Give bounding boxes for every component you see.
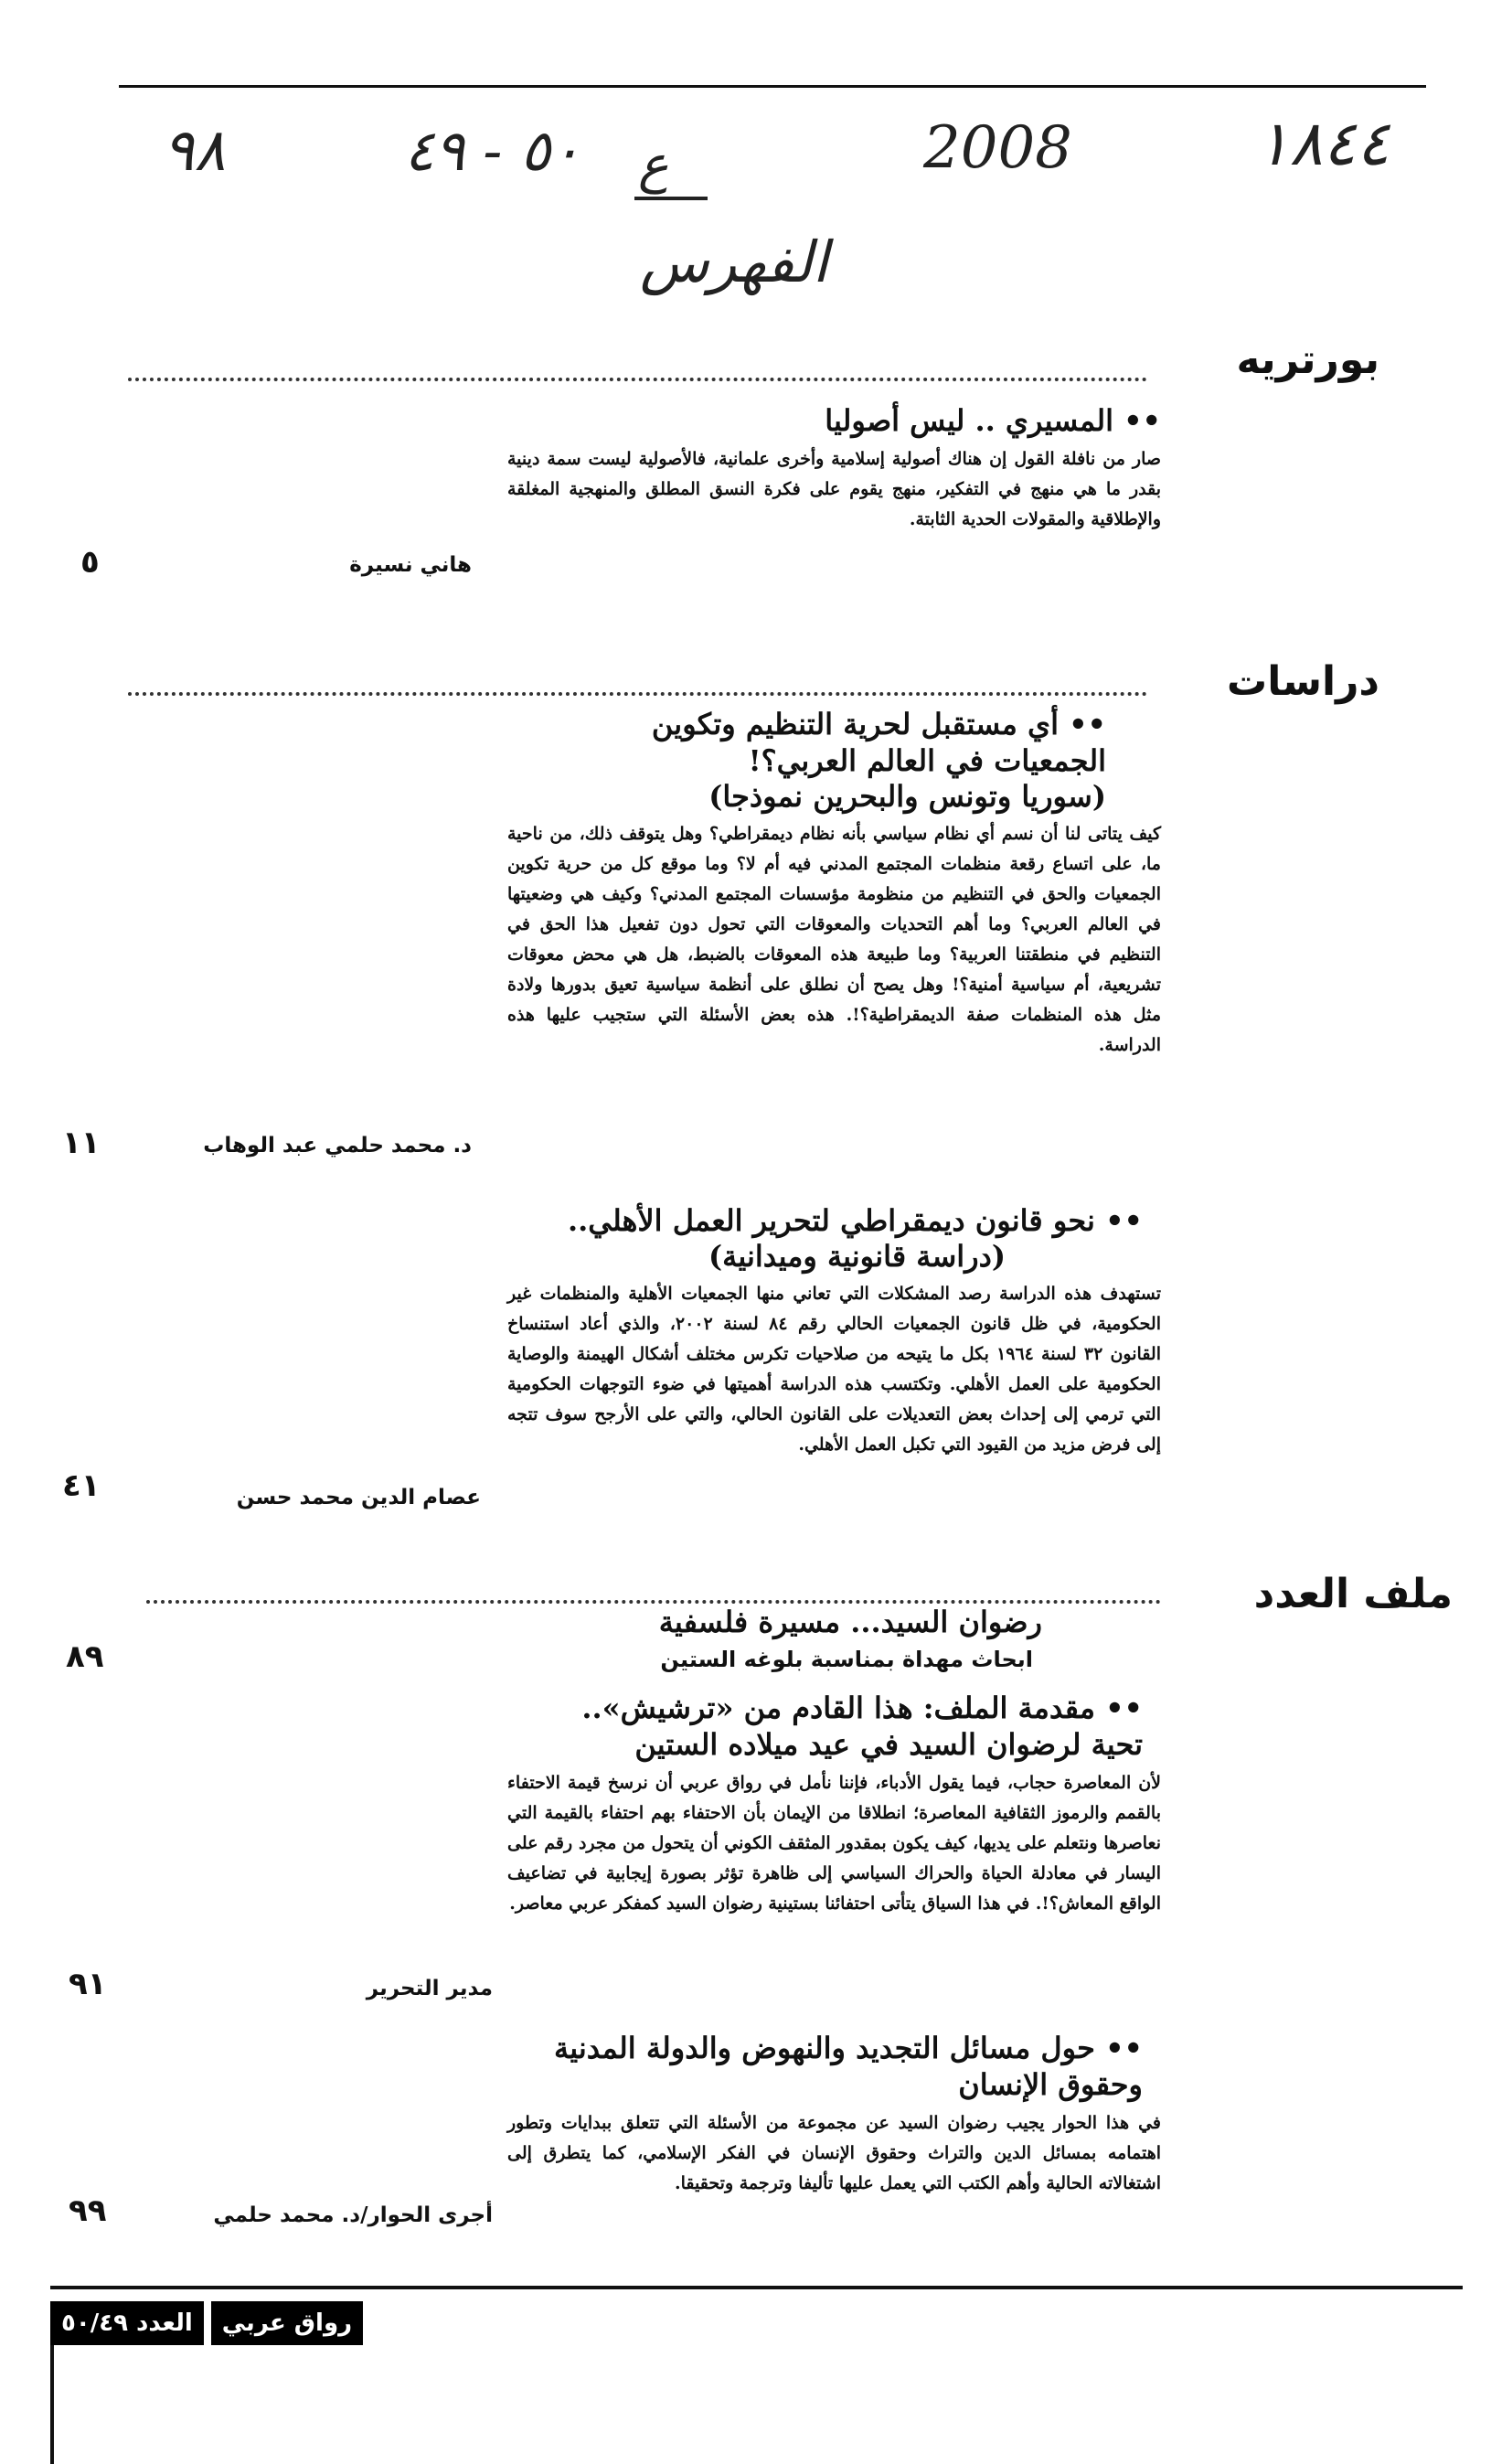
entry-author: عصام الدين محمد حسن [236,1486,481,1509]
bottom-rule [50,2286,1463,2289]
entry-page-number: ٤١ [62,1467,101,1504]
section-studies-label: دراسات [1227,658,1379,705]
entry-author: د. محمد حلمي عبد الوهاب [203,1134,472,1157]
entry-author: هاني نسيرة [349,553,472,577]
handwritten-year: 2008 [923,114,1072,182]
entry-subtitle: (دراسة قانونية وميدانية) [708,1239,1006,1274]
footer-frame-line [50,2345,54,2464]
entry-title: •• مقدمة الملف: هذا القادم من «ترشيش».. تحية لرضوان السيد في عيد ميلاده الستين [581,1691,1143,1762]
entry-page-number: ٥ [80,544,100,581]
entry-summary: لأن المعاصرة حجاب، فيما يقول الأدباء، فإننا نأمل في رواق عربي أن نرسخ قيمة الاحتفاء بالقمم والرموز الثقافية المعاصرة؛ انطلاقا من الإيمان بأن الاحتفاء بهم احتفاء بالقيمة التي نعاصرها ونتعلم على يديها، كيف يكون بمقدور المثقف الكوني أن يتحول من مجرد رقم على اليسار في معادلة الحياة والحراك السياسي إلى ظاهرة تؤثر بصورة إيجابية في تضاعيف الواقع المعاش؟!. في هذا السياق يتأتى احتفائنا بستينية رضوان السيد كمفكر عربي معاصر. [507,1773,1161,1914]
footer-issue: العدد ٥٠/٤٩ [61,2309,193,2337]
issue-file-title: رضوان السيد... مسيرة فلسفية [658,1605,1042,1639]
top-rule [119,85,1426,88]
entry-title: •• أي مستقبل لحرية التنظيم وتكوين الجمعيات في العالم العربي؟! [651,707,1106,778]
handwritten-issue-numbers: ٥٠ - ٤٩ [404,117,581,184]
entry-interview [507,2030,1161,2199]
handwritten-underline [634,197,708,200]
entry-summary: في هذا الحوار يجيب رضوان السيد عن مجموعة من الأسئلة التي تتعلق ببدايات وتطور اهتمامه بمسائل الدين والتراث وحقوق الإنسان في الفكر الإسلامي، كما يتطرق إلى اشتغالاته الحالية وأهم الكتب التي يعمل عليها تأليفا وترجمة وتحقيقا. [507,2113,1161,2193]
handwritten-issue-mark: ع [638,135,669,195]
issue-file-subtitle: ابحاث مهداة بمناسبة بلوغه الستين [660,1647,1033,1672]
entry-author: مدير التحرير [366,1977,493,2000]
entry-title: •• حول مسائل التجديد والنهوض والدولة المدنية وحقوق الإنسان [554,2031,1143,2102]
section-issue-file-label: ملف العدد [1253,1571,1453,1617]
entry-page-number: ٩٩ [69,2192,107,2229]
entry-summary: صار من نافلة القول إن هناك أصولية إسلامية وأخرى علمانية، فالأصولية ليست سمة دينية بقدر ما هي منهج في التفكير، منهج يقوم على فكرة النسق المطلق والمنهجية المغلقة والإطلاقية والمقولات الحدية الثابتة. [507,449,1161,529]
entry-page-number: ٩١ [69,1966,107,2002]
entry-summary: كيف يتاتى لنا أن نسم أي نظام سياسي بأنه نظام ديمقراطي؟ وهل يتوقف ذلك، من ناحية ما، على اتساع رقعة منظمات المجتمع المدني فيه أم لا؟ وما موقع كل من حرية تكوين الجمعيات والحق في التنظيم من منظومة مؤسسات المجتمع المدني؟ وكيف هي وضعيتها في العالم العربي؟ وما أهم التحديات والمعوقات التي تحول دون تفعيل هذا الحق في التنظيم في منطقتنا العربية؟ وما طبيعة هذه المعوقات بالضبط، هل هي محض معوقات تشريعية، أم سياسية أمنية؟! وهل يصح أن نطلق على أنظمة سياسية تعيق بدورها ولادة مثل هذه المنظمات صفة الديمقراطية؟!. هذه بعض الأسئلة التي ستجيب عليها هذه الدراسة. [507,824,1161,1055]
entry-summary: تستهدف هذه الدراسة رصد المشكلات التي تعاني منها الجمعيات الأهلية والمنظمات غير الحكومية، في ظل قانون الجمعيات الحالي رقم ٨٤ لسنة ٢٠٠٢، والذي أعاد استنساخ القانون ٣٢ لسنة ١٩٦٤ بكل ما يتيحه من صلاحيات تكرس مختلف أشكال الهيمنة والوصاية الحكومية على العمل الأهلي. وتكتسب هذه الدراسة أهميتها في ضوء التوجهات الحكومية التي ترمي إلى إحداث بعض التعديلات على القانون الحالي، والتي على الأرجح سوف تتجه إلى فرض مزيد من القيود التي تكبل العمل الأهلي. [507,1284,1162,1455]
footer-banner [50,2301,363,2345]
handwritten-left-code: ٩٨ [163,117,226,185]
section-issue-file-divider [146,1600,1161,1604]
entry-title: •• المسيري .. ليس أصوليا [825,403,1161,438]
entry-associations [507,706,1161,1061]
entry-civil-law [507,1202,1161,1460]
handwritten-right-code: ١٨٤٤ [1256,108,1390,180]
footer-separator [204,2301,211,2345]
entry-page-number: ١١ [62,1125,101,1161]
section-portrait-divider [128,378,1147,381]
issue-file-page-number: ٨٩ [66,1638,104,1675]
entry-masiri [507,402,1161,535]
entry-author: أجرى الحوار/د. محمد حلمي [213,2203,493,2227]
issue-file-header [507,1605,1056,1672]
footer-magazine: رواق عربي [221,2309,353,2337]
entry-subtitle: (سوريا وتونس والبحرين نموذجا) [708,779,1106,814]
section-portrait-label: بورتريه [1236,336,1379,383]
section-studies-divider [128,692,1147,696]
entry-title: •• نحو قانون ديمقراطي لتحرير العمل الأهلي.. [567,1203,1143,1238]
entry-file-intro [507,1690,1161,1919]
index-heading: الفهرس [640,229,828,295]
